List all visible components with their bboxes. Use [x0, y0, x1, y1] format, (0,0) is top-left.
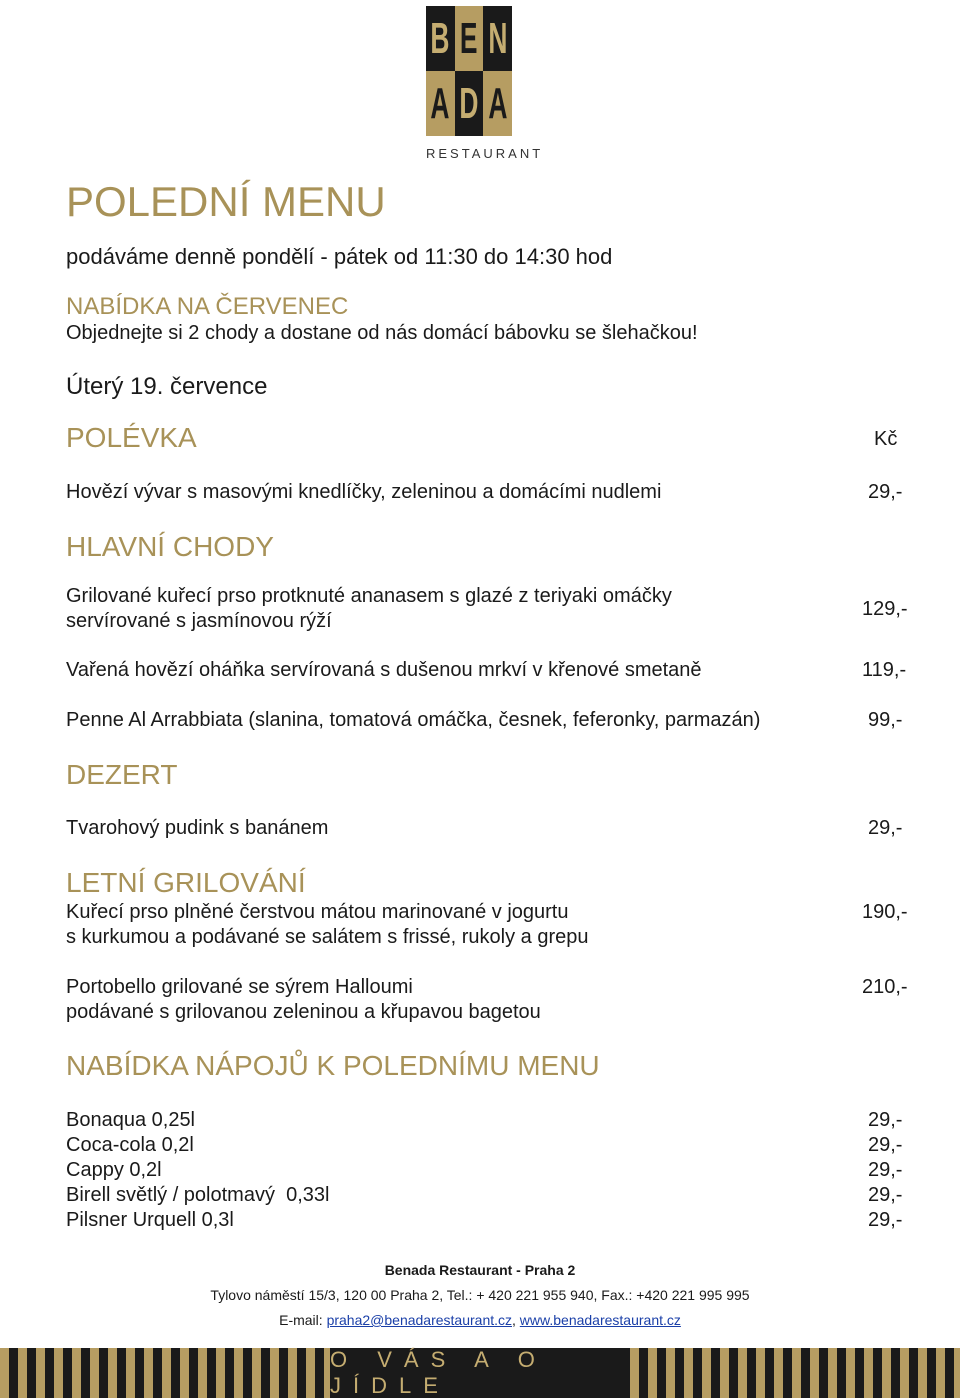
- drink-item-name: Coca-cola 0,2l: [66, 1134, 194, 1156]
- logo-letter: E: [460, 13, 478, 63]
- drink-item-price: 29,-: [868, 1134, 903, 1156]
- dessert-item-name: Tvarohový pudink s banánem: [66, 817, 329, 839]
- dessert-item-price: 29,-: [868, 817, 903, 839]
- footer-email-label: E-mail:: [279, 1312, 327, 1328]
- menu-date: Úterý 19. července: [66, 373, 268, 400]
- drink-item-name: Pilsner Urquell 0,3l: [66, 1209, 234, 1231]
- footer-separator: ,: [512, 1312, 520, 1328]
- drink-item-name: Birell světlý / polotmavý 0,33l: [66, 1184, 330, 1206]
- logo-letter: D: [459, 78, 479, 128]
- main-item-price: 99,-: [868, 709, 903, 731]
- main-item-line1: Vařená hovězí oháňka servírovaná s dušenou mrkví v křenové smetaně: [66, 659, 702, 681]
- offer-text: Objednejte si 2 chody a dostane od nás domácí bábovku se šlehačkou!: [66, 322, 698, 344]
- logo-letter: B: [430, 13, 450, 63]
- logo-letter: A: [488, 78, 508, 128]
- grill-item-price: 190,-: [862, 901, 908, 923]
- currency-label: Kč: [874, 428, 898, 450]
- grill-item-price: 210,-: [862, 976, 908, 998]
- soup-item-name: Hovězí vývar s masovými knedlíčky, zeleninou a domácími nudlemi: [66, 481, 662, 503]
- drink-item-name: Bonaqua 0,25l: [66, 1109, 196, 1131]
- serving-hours: podáváme denně pondělí - pátek od 11:30 do 14:30 hod: [66, 244, 613, 269]
- footer-restaurant-name: Benada Restaurant - Praha 2: [384, 1262, 576, 1278]
- logo-subtitle: RESTAURANT: [426, 146, 544, 161]
- grill-item-line1: Portobello grilované se sýrem Halloumi: [66, 976, 413, 998]
- footer-address: Tylovo náměstí 15/3, 120 00 Praha 2, Tel.: + 420 221 955 940, Fax.: +420 221 995 995: [210, 1287, 750, 1303]
- grill-item-line2: s kurkumou a podávané se salátem s frissé, rukoly a grepu: [66, 926, 589, 948]
- logo-letter: A: [430, 78, 450, 128]
- main-item-price: 129,-: [862, 598, 908, 620]
- strip-label: O VÁS A O JÍDLE: [330, 1348, 630, 1398]
- soup-item-price: 29,-: [868, 481, 903, 503]
- drink-item-price: 29,-: [868, 1109, 903, 1131]
- restaurant-logo: [426, 6, 544, 161]
- logo-letter: N: [488, 13, 508, 63]
- offer-heading: NABÍDKA NA ČERVENEC: [66, 293, 349, 320]
- main-item-line1: Grilované kuřecí prso protknuté ananasem s glazé z teriyaki omáčky: [66, 585, 672, 607]
- grill-item-line2: podávané s grilovanou zeleninou a křupavou bagetou: [66, 1001, 541, 1023]
- drinks-heading: NABÍDKA NÁPOJŮ K POLEDNÍMU MENU: [66, 1050, 600, 1081]
- drink-item-price: 29,-: [868, 1184, 903, 1206]
- footer-website-link[interactable]: www.benadarestaurant.cz: [519, 1312, 681, 1328]
- main-item-price: 119,-: [862, 659, 907, 681]
- main-item-line1: Penne Al Arrabbiata (slanina, tomatová omáčka, česnek, feferonky, parmazán): [66, 709, 761, 731]
- mains-heading: HLAVNÍ CHODY: [66, 531, 274, 562]
- drink-item-price: 29,-: [868, 1159, 903, 1181]
- drink-item-price: 29,-: [868, 1209, 903, 1231]
- drink-item-name: Cappy 0,2l: [66, 1159, 162, 1181]
- grill-heading: LETNÍ GRILOVÁNÍ: [66, 867, 306, 898]
- soup-heading: POLÉVKA: [66, 422, 197, 453]
- page-title: POLEDNÍ MENU: [66, 178, 386, 225]
- dessert-heading: DEZERT: [66, 759, 178, 790]
- main-item-line2: servírované s jasmínovou rýží: [66, 610, 332, 632]
- grill-item-line1: Kuřecí prso plněné čerstvou mátou marinované v jogurtu: [66, 901, 569, 923]
- footer-email-link[interactable]: praha2@benadarestaurant.cz: [326, 1312, 513, 1328]
- footer-contacts: [0, 1312, 960, 1328]
